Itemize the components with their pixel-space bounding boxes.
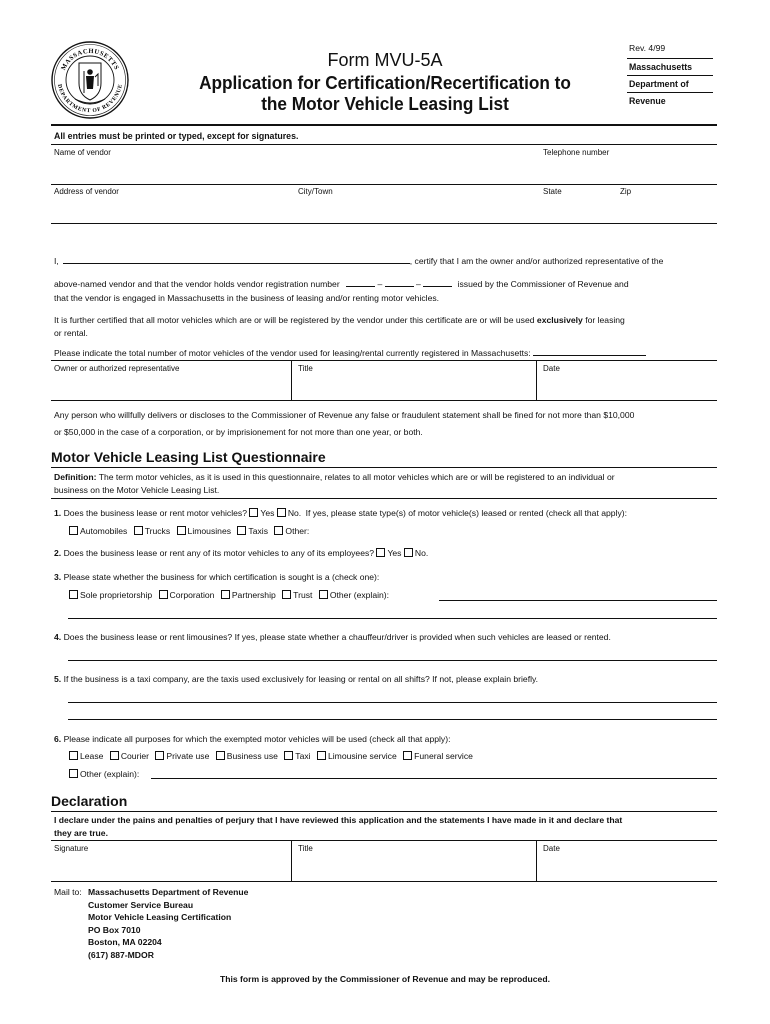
telephone-field[interactable] — [543, 160, 713, 182]
rule — [51, 881, 717, 882]
business-use-label: Business use — [226, 751, 278, 761]
limousines-label: Limousines — [187, 526, 232, 536]
address-field[interactable] — [54, 198, 290, 222]
partnership-label: Partnership — [231, 590, 276, 600]
dept-name-line2: Department of — [629, 79, 689, 89]
mail-address-line: (617) 887-MDOR — [88, 949, 154, 960]
q1-no-checkbox[interactable] — [277, 508, 286, 517]
certify-text: , certify that I am the owner and/or authorized representative of the — [409, 256, 664, 266]
other-vehicle-checkbox[interactable] — [274, 526, 283, 535]
private-use-checkbox[interactable] — [155, 751, 164, 760]
definition-text: The term motor vehicles, as it is used in this questionnaire, relates to all motor vehicles which are or will be registered to an individual or — [98, 472, 615, 482]
courier-label: Courier — [120, 751, 149, 761]
mail-to-label: Mail to: — [54, 887, 82, 897]
definition — [54, 471, 718, 497]
dept-name-line1: Massachusetts — [629, 62, 693, 72]
q1-yes-checkbox[interactable] — [249, 508, 258, 517]
q1-no-label: No. — [287, 508, 302, 518]
certify-line3: that the vendor is engaged in Massachusetts in the business of leasing and/or renting motor vehicles. — [54, 293, 440, 303]
sole-proprietorship-label: Sole proprietorship — [80, 590, 153, 600]
other-purpose-checkbox[interactable] — [69, 769, 78, 778]
total-vehicles-line — [54, 347, 718, 360]
funeral-service-checkbox[interactable] — [403, 751, 412, 760]
registration-number-part3[interactable] — [423, 278, 452, 287]
taxis-checkbox[interactable] — [237, 526, 246, 535]
q5-text: If the business is a taxi company, are the taxis used exclusively for leasing or rental on all shifts? If not, please explain briefly. — [63, 674, 539, 684]
form-title-line2: the Motor Vehicle Leasing List — [261, 93, 509, 114]
q5-answer-line[interactable] — [68, 702, 717, 703]
representative-name-field[interactable] — [63, 255, 410, 264]
certify-line2 — [54, 278, 718, 291]
q4-answer-line[interactable] — [68, 660, 717, 661]
dash: – — [416, 279, 421, 289]
q4-text: Does the business lease or rent limousines? If yes, please state whether a chauffeur/driver is provided when such vehicles are leased or rented. — [63, 632, 611, 642]
private-use-label: Private use — [166, 751, 210, 761]
corporation-checkbox[interactable] — [159, 590, 168, 599]
q2-yes-checkbox[interactable] — [376, 548, 385, 557]
q5-answer-line[interactable] — [68, 719, 717, 720]
other-purpose-label: Other (explain): — [80, 769, 140, 779]
or-rental-text: or rental. — [54, 328, 88, 338]
declaration-text — [54, 814, 718, 840]
limousine-service-checkbox[interactable] — [317, 751, 326, 760]
questionnaire-heading: Motor Vehicle Leasing List Questionnaire — [51, 449, 326, 465]
form-number: Form MVU-5A — [327, 50, 443, 70]
telephone-label: Telephone number — [543, 148, 610, 157]
q3-number: 3. — [54, 572, 62, 582]
q1-yes-label: Yes — [260, 508, 275, 518]
automobiles-checkbox[interactable] — [69, 526, 78, 535]
declaration-signature-field[interactable] — [54, 855, 286, 879]
funeral-service-label: Funeral service — [414, 751, 473, 761]
mail-address-line: Motor Vehicle Leasing Certification — [88, 912, 232, 923]
rule — [51, 223, 717, 224]
sole-proprietorship-checkbox[interactable] — [69, 590, 78, 599]
taxi-checkbox[interactable] — [284, 751, 293, 760]
q4-number: 4. — [54, 632, 62, 642]
name-of-vendor-label: Name of vendor — [54, 148, 111, 157]
signature-label: Signature — [54, 844, 89, 853]
seal-text-top: MASSACHUSETTS — [60, 47, 120, 72]
q2-yes-label: Yes — [387, 548, 402, 558]
rule — [51, 840, 717, 841]
q6-text: Please indicate all purposes for which the exempted motor vehicles will be used (check all that apply): — [63, 734, 451, 744]
trust-checkbox[interactable] — [282, 590, 291, 599]
q1-followup: If yes, please state type(s) of motor vehicle(s) leased or rented (check all that apply): — [305, 508, 628, 518]
for-leasing-text: for leasing — [585, 315, 625, 325]
business-use-checkbox[interactable] — [216, 751, 225, 760]
owner-label: Owner or authorized representative — [54, 364, 180, 373]
q5-number: 5. — [54, 674, 62, 684]
dash: – — [377, 279, 383, 289]
date-label: Date — [543, 364, 560, 373]
q2-number: 2. — [54, 548, 62, 558]
q3-options — [69, 589, 393, 602]
certify-line1 — [54, 255, 718, 268]
declaration-line2: they are true. — [54, 828, 108, 838]
zip-label: Zip — [620, 187, 632, 196]
dept-divider — [627, 92, 713, 93]
divider — [291, 360, 292, 400]
other-business-label: Other (explain): — [329, 590, 390, 600]
penalty-notice — [54, 409, 720, 439]
q6-other — [69, 768, 139, 781]
total-vehicles-text: Please indicate the total number of motor vehicles of the vendor used for leasing/rental currently registered in Massachusetts: — [54, 348, 531, 358]
q1-number: 1. — [54, 508, 62, 518]
q3-text: Please state whether the business for which certification is sought is a (check one): — [63, 572, 380, 582]
trust-label: Trust — [293, 590, 313, 600]
footer-note: This form is approved by the Commissioner of Revenue and may be reproduced. — [220, 974, 550, 984]
declaration-date-label: Date — [543, 844, 560, 853]
taxi-label: Taxi — [295, 751, 311, 761]
zip-field[interactable] — [620, 198, 712, 222]
rule — [51, 467, 717, 468]
dept-divider — [627, 58, 713, 59]
mail-address-line: Customer Service Bureau — [88, 899, 194, 910]
registration-number-part1[interactable] — [346, 278, 375, 287]
q2-text: Does the business lease or rent any of its motor vehicles to any of its employees? — [63, 548, 375, 558]
declaration-date-field[interactable] — [543, 855, 713, 879]
exclusive-text: It is further certified that all motor vehicles which are or will be registered by the vendor under this certificate are or will be used — [54, 315, 535, 325]
state-field[interactable] — [543, 198, 613, 222]
registration-number-part2[interactable] — [385, 278, 414, 287]
owner-signature-field[interactable] — [54, 375, 286, 399]
question-1 — [54, 507, 627, 520]
automobiles-label: Automobiles — [80, 526, 128, 536]
registration-text: above-named vendor and that the vendor holds vendor registration number — [54, 279, 340, 289]
instructions: All entries must be printed or typed, except for signatures. — [54, 131, 299, 141]
declaration-title-label: Title — [298, 844, 313, 853]
exclusive-bold: exclusively — [536, 315, 583, 325]
q1-text: Does the business lease or rent motor vehicles? — [63, 508, 247, 518]
rule — [51, 811, 717, 812]
massachusetts-seal-logo — [51, 41, 129, 119]
question-3 — [54, 571, 379, 584]
declaration-line1: I declare under the pains and penalties of perjury that I have reviewed this application and the statements I have made in it and declare that — [54, 815, 623, 825]
declaration-title-field[interactable] — [298, 855, 530, 879]
divider — [536, 360, 537, 400]
question-6 — [54, 733, 450, 746]
seal-text-bottom: DEPARTMENT OF REVENUE — [56, 83, 124, 115]
divider — [291, 840, 292, 881]
q3-other-field[interactable] — [439, 600, 717, 601]
question-4 — [54, 631, 611, 644]
penalty-line2: or $50,000 in the case of a corporation, or by imprisionement for not more than one year, or both. — [54, 427, 423, 437]
issued-text: issued by the Commissioner of Revenue and — [457, 279, 629, 289]
q2-no-checkbox[interactable] — [404, 548, 413, 557]
q2-no-label: No. — [414, 548, 429, 558]
rule — [51, 144, 717, 145]
q3-answer-line[interactable] — [68, 618, 717, 619]
other-business-checkbox[interactable] — [319, 590, 328, 599]
exclusive-use-paragraph — [54, 314, 718, 340]
q6-options — [69, 750, 477, 763]
divider — [536, 840, 537, 881]
header-rule — [51, 124, 717, 126]
revision-date: Rev. 4/99 — [629, 43, 666, 53]
question-5 — [54, 673, 538, 686]
city-field[interactable] — [298, 198, 534, 222]
declaration-heading: Declaration — [51, 793, 128, 809]
form-title — [166, 72, 603, 114]
trucks-checkbox[interactable] — [134, 526, 143, 535]
trucks-label: Trucks — [144, 526, 171, 536]
vendor-name-field[interactable] — [54, 160, 534, 182]
city-label: City/Town — [298, 187, 333, 196]
title-label: Title — [298, 364, 313, 373]
mail-address-line: PO Box 7010 — [88, 924, 141, 935]
limousines-checkbox[interactable] — [177, 526, 186, 535]
total-vehicles-field[interactable] — [533, 347, 646, 356]
mail-address — [88, 886, 248, 962]
definition-text2: business on the Motor Vehicle Leasing List. — [54, 485, 220, 495]
state-label: State — [543, 187, 562, 196]
rule — [51, 498, 717, 499]
rule — [51, 184, 717, 185]
partnership-checkbox[interactable] — [221, 590, 230, 599]
other-vehicle-label: Other: — [285, 526, 310, 536]
penalty-line1: Any person who willfully delivers or discloses to the Commissioner of Revenue any false or fraudulent statement shall be fined for not more than $10,000 — [54, 410, 635, 420]
rule — [51, 360, 717, 361]
lease-label: Lease — [80, 751, 104, 761]
lease-checkbox[interactable] — [69, 751, 78, 760]
mail-address-line: Massachusetts Department of Revenue — [88, 887, 249, 897]
rule — [51, 400, 717, 401]
limousine-service-label: Limousine service — [327, 751, 397, 761]
corporation-label: Corporation — [169, 590, 215, 600]
dept-name-line3: Revenue — [629, 96, 666, 106]
courier-checkbox[interactable] — [110, 751, 119, 760]
question-2 — [54, 547, 428, 560]
address-label: Address of vendor — [54, 187, 119, 196]
dept-divider — [627, 75, 713, 76]
owner-date-field[interactable] — [543, 375, 713, 399]
owner-title-field[interactable] — [298, 375, 530, 399]
q1-options — [69, 525, 313, 538]
q6-other-field[interactable] — [151, 778, 717, 779]
mail-address-line: Boston, MA 02204 — [88, 937, 162, 948]
q6-number: 6. — [54, 734, 62, 744]
form-title-line1: Application for Certification/Recertification to — [199, 72, 571, 93]
taxis-label: Taxis — [248, 526, 268, 536]
definition-label: Definition: — [54, 472, 97, 482]
i-label: I, — [54, 256, 59, 266]
